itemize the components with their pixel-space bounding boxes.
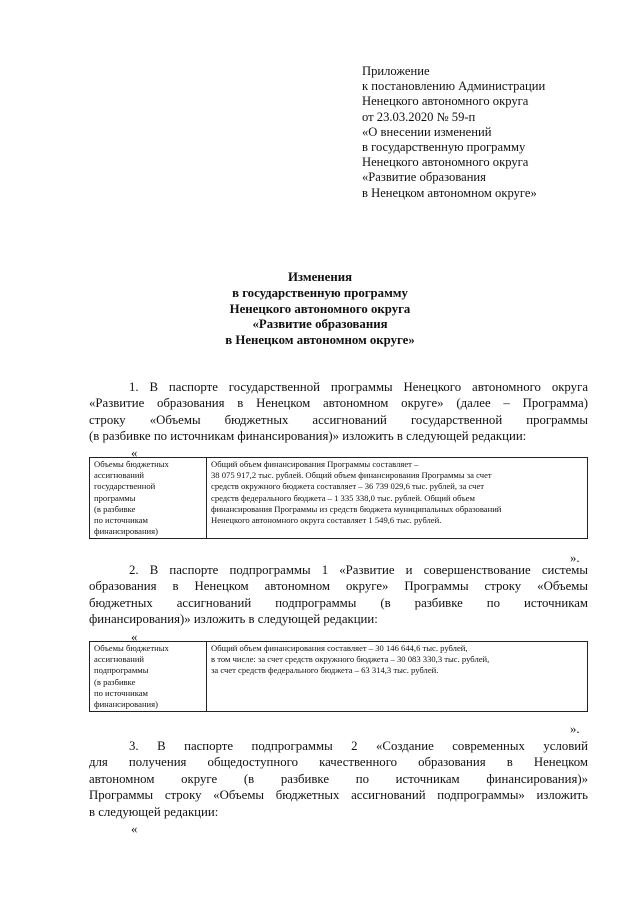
appendix-line: Ненецкого автономного округа (362, 155, 529, 170)
table-row (90, 458, 588, 539)
open-quote: « (131, 446, 138, 460)
appendix-line: в Ненецком автономном округе» (362, 185, 537, 200)
appendix-line: «О внесении изменений (362, 124, 492, 139)
paragraph-line: автономном округе (в разбивке по источникам финансирования)» (89, 771, 588, 786)
close-quote: ». (570, 722, 580, 736)
value-line: средств федерального бюджета – 1 335 338,0 тыс. рублей. Общий объем (211, 492, 475, 503)
appendix-line: от 23.03.2020 № 59-п (362, 109, 476, 124)
label-line: программы (94, 492, 136, 503)
label-line: (в разбивке (94, 676, 136, 687)
paragraph-line: (в разбивке по источникам финансирования)» изложить в следующей редакции: (89, 429, 527, 444)
value-line: в том числе: за счет средств окружного бюджета – 30 083 330,3 тыс. рублей, (211, 654, 490, 665)
title-line: в Ненецком автономном округе» (225, 333, 415, 348)
title-line: в государственную программу (232, 285, 408, 300)
open-quote: « (131, 630, 138, 644)
budget-table-program (89, 457, 588, 539)
title-line: Ненецкого автономного округа (229, 301, 411, 316)
value-line: за счет средств федерального бюджета – 63 314,3 тыс. рублей. (211, 665, 439, 676)
label-line: Объемы бюджетных (94, 643, 169, 653)
value-line: Общий объем финансирования Программы составляет – (211, 459, 419, 469)
paragraph-line: «Развитие образования в Ненецком автономном округе» (далее – Программа) (89, 396, 588, 411)
paragraph-line: строку «Объемы бюджетных ассигнований государственной программы (89, 412, 588, 427)
section-1-paragraph (89, 379, 588, 445)
paragraph-line: 2. В паспорте подпрограммы 1 «Развитие и совершенствование системы (129, 563, 588, 577)
paragraph-line: в следующей редакции: (89, 804, 219, 819)
paragraph-line: Программы строку «Объемы бюджетных ассигнований подпрограммы» изложить (89, 788, 588, 803)
title-line: Изменения (287, 270, 353, 284)
table-value-cell (207, 642, 588, 712)
title-line: «Развитие образования (252, 317, 388, 332)
paragraph-line: 1. В паспорте государственной программы Ненецкого автономного округа (129, 380, 588, 394)
label-line: государственной (94, 481, 156, 492)
label-line: финансирования) (94, 699, 158, 710)
label-line: Объемы бюджетных (94, 459, 169, 469)
appendix-line: в государственную программу (362, 140, 526, 155)
label-line: подпрограммы (94, 665, 149, 676)
value-line: средств окружного бюджета составляет – 36 739 029,6 тыс. рублей, за счет (211, 481, 485, 492)
paragraph-line: для получения общедоступного качественного образования в Ненецком (89, 755, 588, 770)
value-line: Ненецкого автономного округа составляет 1 549,6 тыс. рублей. (211, 515, 442, 526)
section-2-paragraph (89, 562, 588, 628)
close-quote: ». (570, 551, 580, 565)
label-line: ассигнований (94, 654, 145, 665)
value-line: 38 075 917,2 тыс. рублей. Общий объем финансирования Программы за счет (211, 470, 492, 481)
table-row (90, 642, 588, 712)
section-3-paragraph (89, 738, 588, 820)
appendix-line: Ненецкого автономного округа (362, 94, 529, 109)
value-line: финансирования Программы из средств бюджета муниципальных образований (211, 503, 502, 514)
appendix-line: Приложение (362, 64, 430, 78)
paragraph-line: 3. В паспорте подпрограммы 2 «Создание современных условий (129, 739, 588, 753)
label-line: по источникам (94, 515, 148, 526)
appendix-header (362, 64, 612, 201)
document-title (0, 270, 640, 349)
budget-table-subprogram-1 (89, 641, 588, 712)
appendix-line: к постановлению Администрации (362, 79, 546, 94)
table-label-cell (90, 642, 207, 712)
value-line: Общий объем финансирования составляет – 30 146 644,6 тыс. рублей, (211, 643, 468, 653)
label-line: ассигнований (94, 470, 145, 481)
open-quote: « (131, 822, 138, 836)
paragraph-line: образования в Ненецком автономном округе» Программы строку «Объемы (89, 579, 588, 594)
label-line: по источникам (94, 687, 148, 698)
paragraph-line: финансирования)» изложить в следующей редакции: (89, 612, 378, 627)
table-value-cell (207, 458, 588, 539)
appendix-line: «Развитие образования (362, 170, 486, 185)
label-line: финансирования) (94, 526, 158, 537)
table-label-cell (90, 458, 207, 539)
label-line: (в разбивке (94, 503, 136, 514)
paragraph-line: бюджетных ассигнований подпрограммы (в разбивке по источникам (89, 595, 588, 610)
